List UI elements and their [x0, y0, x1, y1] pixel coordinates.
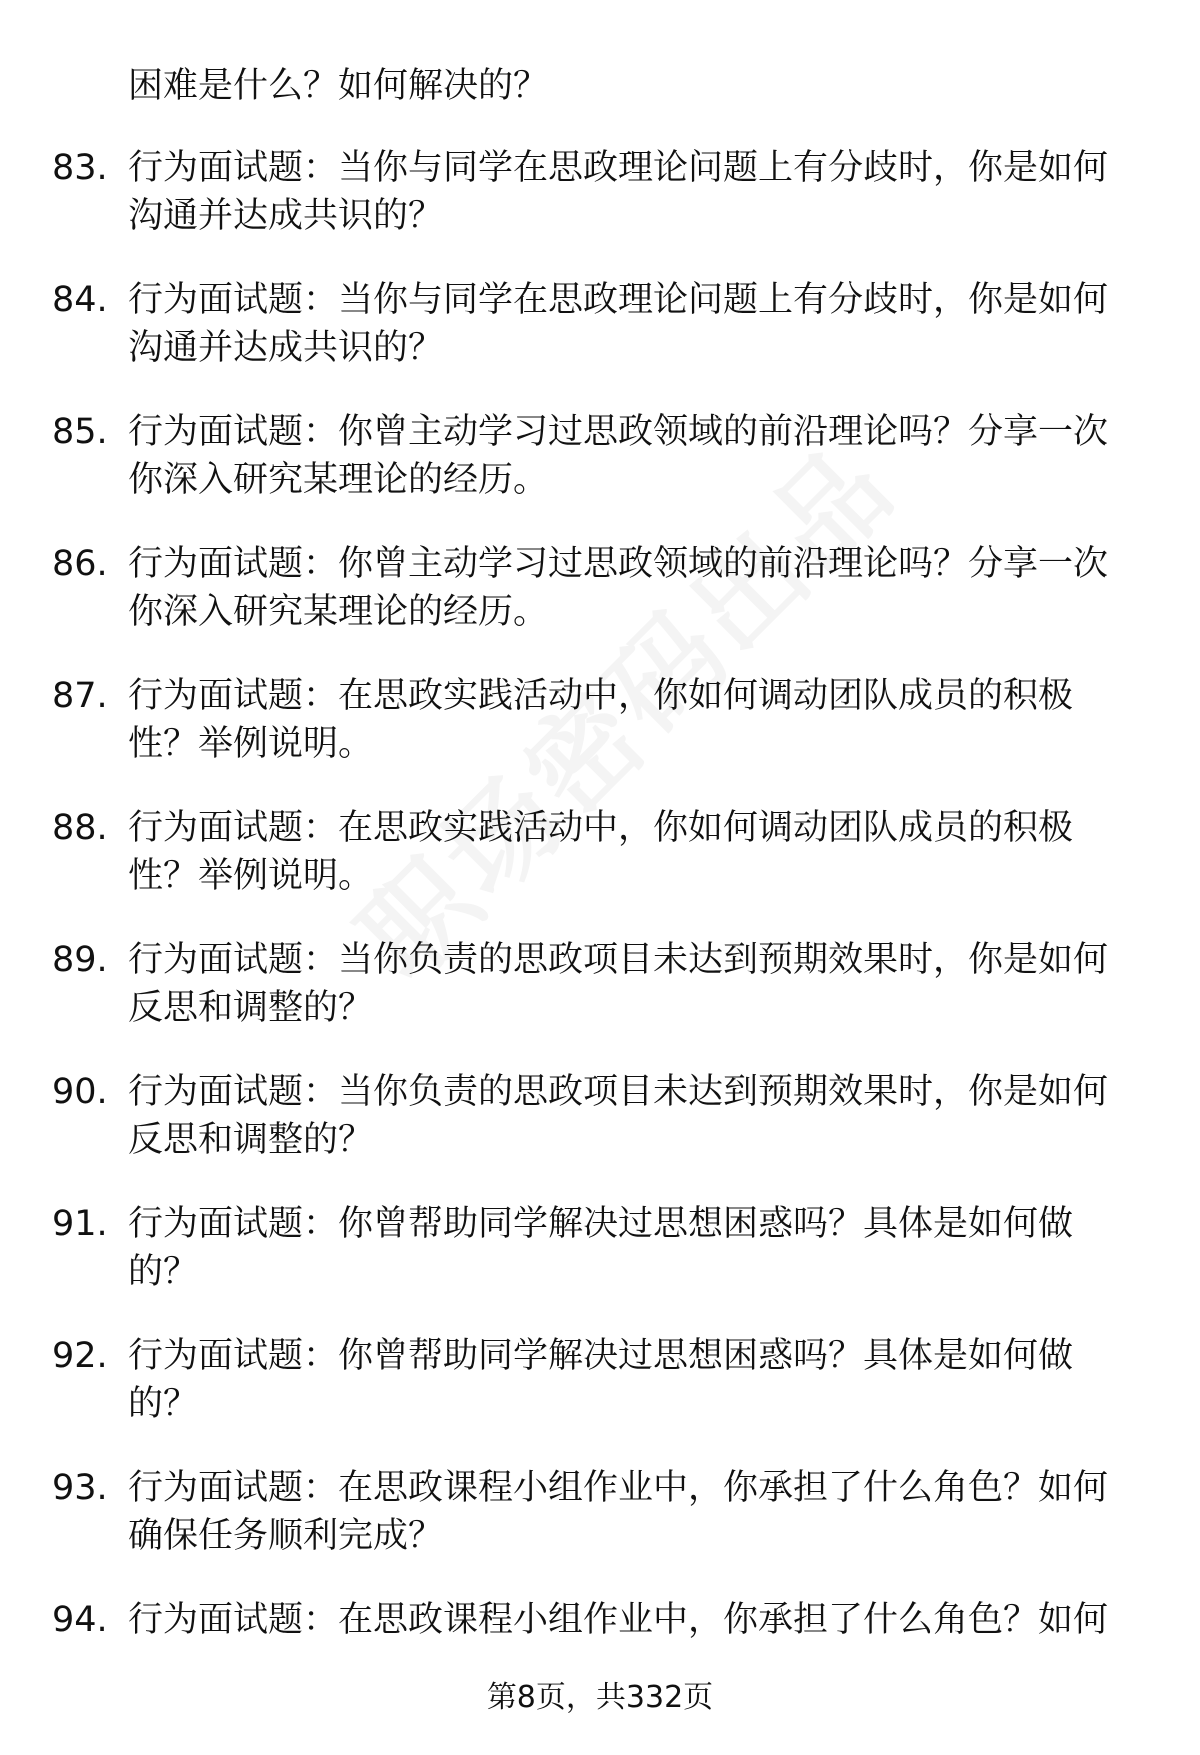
item-number: 84.	[52, 280, 108, 320]
item-number: 92.	[52, 1336, 108, 1376]
item-number: 90.	[52, 1072, 108, 1112]
list-item	[0, 1332, 1200, 1464]
list-item	[0, 1200, 1200, 1332]
item-text: 行为面试题：在思政课程小组作业中，你承担了什么角色？如何	[128, 1600, 1109, 1640]
list-item	[0, 1464, 1200, 1596]
item-text: 行为面试题：当你负责的思政项目未达到预期效果时，你是如何反思和调整的？	[128, 1072, 1109, 1160]
question-list	[0, 144, 1200, 1728]
item-number: 89.	[52, 940, 108, 980]
item-number: 94.	[52, 1600, 108, 1640]
item-text: 行为面试题：当你与同学在思政理论问题上有分歧时，你是如何沟通并达成共识的？	[128, 280, 1109, 368]
item-number: 91.	[52, 1204, 108, 1244]
list-item	[0, 276, 1200, 408]
item-number: 86.	[52, 544, 108, 584]
item-text: 行为面试题：当你负责的思政项目未达到预期效果时，你是如何反思和调整的？	[128, 940, 1109, 1028]
list-item	[0, 540, 1200, 672]
list-item	[0, 936, 1200, 1068]
list-item	[0, 672, 1200, 804]
item-number: 87.	[52, 676, 108, 716]
page-footer: 第8页，共332页	[486, 1680, 714, 1715]
item-text: 行为面试题：你曾帮助同学解决过思想困惑吗？具体是如何做的？	[128, 1336, 1074, 1424]
list-item	[0, 804, 1200, 936]
item-text: 行为面试题：在思政课程小组作业中，你承担了什么角色？如何确保任务顺利完成？	[128, 1468, 1109, 1556]
list-item	[0, 1068, 1200, 1200]
list-item	[0, 144, 1200, 276]
item-text: 行为面试题：当你与同学在思政理论问题上有分歧时，你是如何沟通并达成共识的？	[128, 148, 1109, 236]
item-text: 行为面试题：在思政实践活动中，你如何调动团队成员的积极性？举例说明。	[128, 808, 1074, 896]
item-text: 行为面试题：你曾主动学习过思政领域的前沿理论吗？分享一次你深入研究某理论的经历。	[128, 544, 1109, 632]
item-text: 行为面试题：你曾帮助同学解决过思想困惑吗？具体是如何做的？	[128, 1204, 1074, 1292]
item-text: 行为面试题：在思政实践活动中，你如何调动团队成员的积极性？举例说明。	[128, 676, 1074, 764]
item-number: 93.	[52, 1468, 108, 1508]
continuation-text: 困难是什么？如何解决的？	[128, 66, 549, 106]
item-text: 行为面试题：你曾主动学习过思政领域的前沿理论吗？分享一次你深入研究某理论的经历。	[128, 412, 1109, 500]
list-item	[0, 408, 1200, 540]
item-number: 83.	[52, 148, 108, 188]
item-number: 88.	[52, 808, 108, 848]
item-number: 85.	[52, 412, 108, 452]
